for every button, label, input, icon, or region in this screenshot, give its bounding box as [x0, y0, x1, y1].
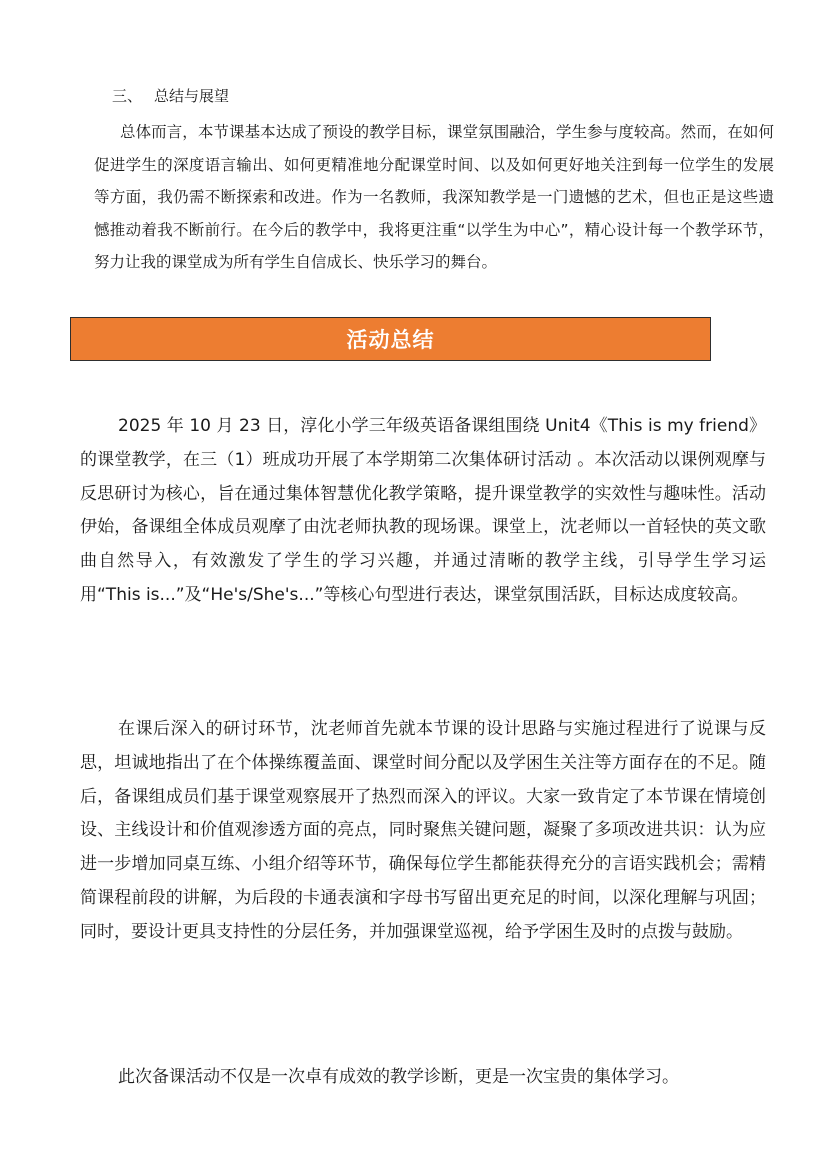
section-heading	[112, 86, 229, 106]
section-number: 三、	[112, 87, 143, 105]
body-paragraph: 在课后深入的研讨环节，沈老师首先就本节课的设计思路与实施过程进行了说课与反思，坦诚地指出了在个体操练覆盖面、课堂时间分配以及学困生关注等方面存在的不足。随后，备课组成员们基于课堂观察展开了热烈而深入的评议。大家一致肯定了本节课在情境创设、主线设计和价值观渗透方面的亮点，同时聚焦关键问题，凝聚了多项改进共识：认为应进一步增加同桌互练、小组介绍等环节，确保每位学生都能获得充分的言语实践机会；需精简课程前段的讲解，为后段的卡通表演和字母书写留出更充足的时间，以深化理解与巩固；同时，要设计更具支持性的分层任务，并加强课堂巡视，给予学困生及时的点拨与鼓励。	[80, 719, 766, 942]
body-paragraph: 2025 年 10 月 23 日，淳化小学三年级英语备课组围绕 Unit4《This is my friend》的课堂教学，在三（1）班成功开展了本学期第二次集体研讨活动 。本次活动以课例观摩与反思研讨为核心，旨在通过集体智慧优化教学策略，提升课堂教学的实效性与趣味性。活动伊始，备课组全体成员观摩了由沈老师执教的现场课。课堂上，沈老师以一首轻快的英文歌曲自然导入，有效激发了学生的学习兴趣，并通过清晰的教学主线，引导学生学习运用“This is...”及“He's/She's...”等核心句型进行表达，课堂氛围活跃，目标达成度较高。	[80, 416, 766, 605]
summary-paragraph: 总体而言，本节课基本达成了预设的教学目标，课堂氛围融洽，学生参与度较高。然而，在如何促进学生的深度语言输出、如何更精准地分配课堂时间、以及如何更好地关注到每一位学生的发展等方面，我仍需不断探索和改进。作为一名教师，我深知教学是一门遗憾的艺术，但也正是这些遗憾推动着我不断前行。在今后的教学中，我将更注重“以学生为中心”，精心设计每一个教学环节，努力让我的课堂成为所有学生自信成长、快乐学习的舞台。	[94, 123, 774, 272]
banner-title: 活动总结	[346, 328, 435, 352]
body-paragraph: 此次备课活动不仅是一次卓有成效的教学诊断，更是一次宝贵的集体学习。	[118, 1067, 679, 1087]
activity-summary-banner	[70, 317, 711, 361]
section-title: 总结与展望	[154, 87, 230, 105]
